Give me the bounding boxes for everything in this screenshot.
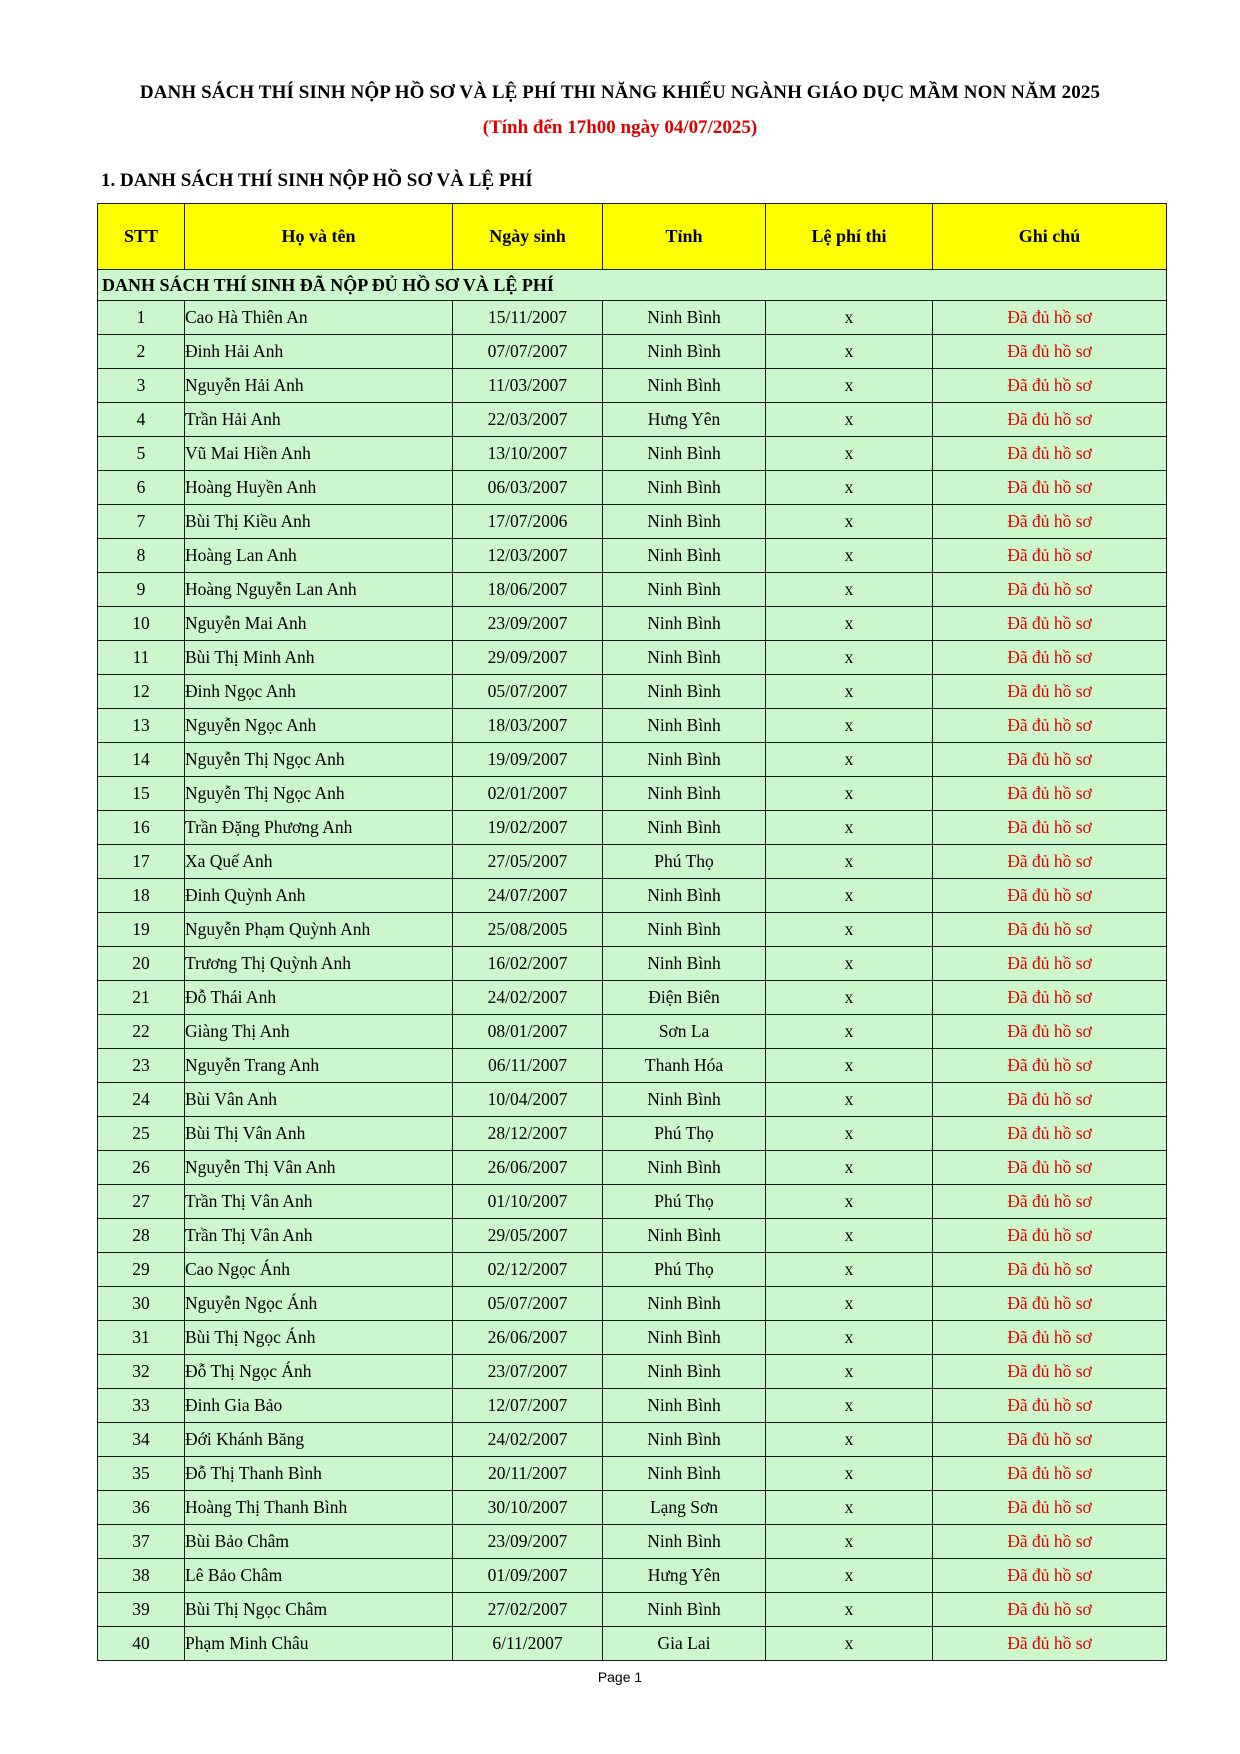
cell-stt: 15 [98,777,185,811]
cell-stt: 13 [98,709,185,743]
cell-fee: x [766,913,933,947]
cell-province: Ninh Bình [603,709,766,743]
cell-stt: 5 [98,437,185,471]
cell-fee: x [766,709,933,743]
header-name: Họ và tên [185,204,453,270]
cell-name: Trần Hải Anh [185,403,453,437]
cell-name: Bùi Thị Vân Anh [185,1117,453,1151]
cell-stt: 7 [98,505,185,539]
cell-note: Đã đủ hồ sơ [933,1117,1167,1151]
cell-province: Ninh Bình [603,1321,766,1355]
cell-note: Đã đủ hồ sơ [933,1593,1167,1627]
cell-dob: 24/07/2007 [453,879,603,913]
cell-name: Nguyễn Thị Ngọc Anh [185,777,453,811]
cell-dob: 15/11/2007 [453,301,603,335]
cell-stt: 28 [98,1219,185,1253]
cell-note: Đã đủ hồ sơ [933,471,1167,505]
cell-note: Đã đủ hồ sơ [933,1083,1167,1117]
cell-dob: 05/07/2007 [453,1287,603,1321]
cell-dob: 20/11/2007 [453,1457,603,1491]
cell-province: Ninh Bình [603,1287,766,1321]
cell-stt: 27 [98,1185,185,1219]
cell-name: Trần Thị Vân Anh [185,1219,453,1253]
cell-province: Ninh Bình [603,607,766,641]
table-row [98,743,1167,777]
cell-fee: x [766,1117,933,1151]
cell-stt: 37 [98,1525,185,1559]
cell-name: Bùi Vân Anh [185,1083,453,1117]
cell-note: Đã đủ hồ sơ [933,879,1167,913]
cell-note: Đã đủ hồ sơ [933,1253,1167,1287]
cell-stt: 30 [98,1287,185,1321]
header-note: Ghi chú [933,204,1167,270]
cell-fee: x [766,1389,933,1423]
cell-province: Ninh Bình [603,573,766,607]
cell-fee: x [766,845,933,879]
table-row [98,811,1167,845]
table-row [98,607,1167,641]
cell-name: Vũ Mai Hiền Anh [185,437,453,471]
header-fee: Lệ phí thi [766,204,933,270]
table-row [98,1083,1167,1117]
cell-note: Đã đủ hồ sơ [933,1389,1167,1423]
cell-dob: 06/03/2007 [453,471,603,505]
cell-dob: 19/09/2007 [453,743,603,777]
cell-name: Đỗ Thị Ngọc Ánh [185,1355,453,1389]
table-row [98,1049,1167,1083]
cell-name: Bùi Thị Ngọc Ánh [185,1321,453,1355]
cell-stt: 1 [98,301,185,335]
cell-dob: 19/02/2007 [453,811,603,845]
table-header-row [98,204,1167,270]
cell-note: Đã đủ hồ sơ [933,1185,1167,1219]
cell-fee: x [766,1559,933,1593]
cell-note: Đã đủ hồ sơ [933,437,1167,471]
cell-province: Gia Lai [603,1627,766,1661]
cell-name: Đỗ Thái Anh [185,981,453,1015]
cell-name: Bùi Thị Kiều Anh [185,505,453,539]
cell-province: Điện Biên [603,981,766,1015]
table-row [98,709,1167,743]
document-subtitle: (Tính đến 17h00 ngày 04/07/2025) [482,117,758,138]
cell-dob: 11/03/2007 [453,369,603,403]
table-row [98,335,1167,369]
cell-name: Bùi Thị Minh Anh [185,641,453,675]
group-row [98,270,1167,301]
cell-province: Hưng Yên [603,403,766,437]
cell-province: Phú Thọ [603,1253,766,1287]
document-title: DANH SÁCH THÍ SINH NỘP HỒ SƠ VÀ LỆ PHÍ THI NĂNG KHIẾU NGÀNH GIÁO DỤC MẦM NON NĂM 2025 [139,82,1101,103]
candidate-table [97,203,1167,1661]
cell-note: Đã đủ hồ sơ [933,1015,1167,1049]
cell-note: Đã đủ hồ sơ [933,1457,1167,1491]
cell-province: Ninh Bình [603,947,766,981]
table-row [98,505,1167,539]
cell-name: Nguyễn Thị Vân Anh [185,1151,453,1185]
cell-note: Đã đủ hồ sơ [933,947,1167,981]
cell-province: Ninh Bình [603,913,766,947]
table-row [98,1355,1167,1389]
cell-fee: x [766,1491,933,1525]
cell-fee: x [766,437,933,471]
cell-fee: x [766,777,933,811]
cell-dob: 23/09/2007 [453,607,603,641]
table-row [98,947,1167,981]
cell-note: Đã đủ hồ sơ [933,709,1167,743]
table-row [98,1117,1167,1151]
table-row [98,1525,1167,1559]
cell-name: Nguyễn Ngọc Ánh [185,1287,453,1321]
cell-note: Đã đủ hồ sơ [933,675,1167,709]
section-heading: 1. DANH SÁCH THÍ SINH NỘP HỒ SƠ VÀ LỆ PHÍ [101,170,533,191]
cell-stt: 20 [98,947,185,981]
table-row [98,1389,1167,1423]
group-label: DANH SÁCH THÍ SINH ĐÃ NỘP ĐỦ HỒ SƠ VÀ LỆ PHÍ [98,270,1167,301]
cell-dob: 26/06/2007 [453,1321,603,1355]
cell-note: Đã đủ hồ sơ [933,403,1167,437]
cell-fee: x [766,1457,933,1491]
cell-stt: 12 [98,675,185,709]
cell-dob: 22/03/2007 [453,403,603,437]
cell-stt: 31 [98,1321,185,1355]
cell-stt: 33 [98,1389,185,1423]
cell-note: Đã đủ hồ sơ [933,505,1167,539]
cell-dob: 26/06/2007 [453,1151,603,1185]
cell-province: Ninh Bình [603,1423,766,1457]
cell-province: Phú Thọ [603,1185,766,1219]
cell-stt: 32 [98,1355,185,1389]
cell-province: Lạng Sơn [603,1491,766,1525]
cell-dob: 23/07/2007 [453,1355,603,1389]
cell-note: Đã đủ hồ sơ [933,1355,1167,1389]
cell-stt: 10 [98,607,185,641]
cell-dob: 18/06/2007 [453,573,603,607]
cell-province: Ninh Bình [603,471,766,505]
cell-province: Ninh Bình [603,505,766,539]
cell-dob: 06/11/2007 [453,1049,603,1083]
cell-fee: x [766,743,933,777]
table-row [98,879,1167,913]
cell-dob: 08/01/2007 [453,1015,603,1049]
cell-name: Trần Đặng Phương Anh [185,811,453,845]
cell-stt: 22 [98,1015,185,1049]
cell-fee: x [766,369,933,403]
cell-stt: 19 [98,913,185,947]
cell-fee: x [766,573,933,607]
cell-note: Đã đủ hồ sơ [933,335,1167,369]
cell-note: Đã đủ hồ sơ [933,1219,1167,1253]
cell-dob: 24/02/2007 [453,1423,603,1457]
cell-fee: x [766,1015,933,1049]
cell-province: Ninh Bình [603,301,766,335]
cell-note: Đã đủ hồ sơ [933,607,1167,641]
cell-fee: x [766,811,933,845]
cell-stt: 26 [98,1151,185,1185]
table-row [98,1559,1167,1593]
cell-province: Hưng Yên [603,1559,766,1593]
table-row [98,1457,1167,1491]
cell-note: Đã đủ hồ sơ [933,1287,1167,1321]
cell-name: Phạm Minh Châu [185,1627,453,1661]
cell-name: Cao Hà Thiên An [185,301,453,335]
cell-note: Đã đủ hồ sơ [933,1151,1167,1185]
page-footer: Page 1 [597,1669,643,1685]
cell-stt: 24 [98,1083,185,1117]
cell-fee: x [766,1049,933,1083]
cell-name: Đới Khánh Băng [185,1423,453,1457]
cell-note: Đã đủ hồ sơ [933,743,1167,777]
cell-stt: 21 [98,981,185,1015]
cell-name: Đinh Hải Anh [185,335,453,369]
cell-province: Ninh Bình [603,1083,766,1117]
cell-name: Cao Ngọc Ánh [185,1253,453,1287]
cell-stt: 8 [98,539,185,573]
table-row [98,471,1167,505]
table-row [98,913,1167,947]
cell-province: Ninh Bình [603,1525,766,1559]
cell-name: Trần Thị Vân Anh [185,1185,453,1219]
cell-province: Ninh Bình [603,1151,766,1185]
cell-note: Đã đủ hồ sơ [933,811,1167,845]
cell-name: Nguyễn Thị Ngọc Anh [185,743,453,777]
table-row [98,403,1167,437]
cell-name: Hoàng Lan Anh [185,539,453,573]
cell-dob: 13/10/2007 [453,437,603,471]
cell-name: Đinh Gia Bảo [185,1389,453,1423]
table-row [98,573,1167,607]
cell-dob: 30/10/2007 [453,1491,603,1525]
cell-fee: x [766,607,933,641]
header-stt: STT [98,204,185,270]
cell-dob: 18/03/2007 [453,709,603,743]
cell-dob: 28/12/2007 [453,1117,603,1151]
cell-fee: x [766,335,933,369]
cell-stt: 6 [98,471,185,505]
cell-note: Đã đủ hồ sơ [933,573,1167,607]
cell-name: Đinh Ngọc Anh [185,675,453,709]
cell-province: Ninh Bình [603,1219,766,1253]
cell-province: Ninh Bình [603,675,766,709]
table-row [98,301,1167,335]
table-row [98,777,1167,811]
cell-fee: x [766,879,933,913]
table-row [98,1593,1167,1627]
table-row [98,1491,1167,1525]
cell-note: Đã đủ hồ sơ [933,913,1167,947]
cell-stt: 35 [98,1457,185,1491]
cell-name: Nguyễn Hải Anh [185,369,453,403]
cell-dob: 12/03/2007 [453,539,603,573]
cell-dob: 29/05/2007 [453,1219,603,1253]
cell-fee: x [766,1525,933,1559]
cell-name: Xa Quế Anh [185,845,453,879]
cell-stt: 36 [98,1491,185,1525]
cell-note: Đã đủ hồ sơ [933,641,1167,675]
cell-name: Hoàng Nguyễn Lan Anh [185,573,453,607]
cell-name: Nguyễn Mai Anh [185,607,453,641]
cell-province: Phú Thọ [603,845,766,879]
cell-note: Đã đủ hồ sơ [933,777,1167,811]
table-row [98,981,1167,1015]
cell-province: Ninh Bình [603,539,766,573]
cell-dob: 02/12/2007 [453,1253,603,1287]
cell-fee: x [766,981,933,1015]
cell-dob: 25/08/2005 [453,913,603,947]
cell-province: Ninh Bình [603,743,766,777]
cell-stt: 14 [98,743,185,777]
cell-fee: x [766,403,933,437]
header-province: Tỉnh [603,204,766,270]
cell-note: Đã đủ hồ sơ [933,1525,1167,1559]
cell-name: Hoàng Huyền Anh [185,471,453,505]
table-row [98,1287,1167,1321]
cell-stt: 17 [98,845,185,879]
cell-note: Đã đủ hồ sơ [933,845,1167,879]
cell-fee: x [766,539,933,573]
cell-province: Ninh Bình [603,1457,766,1491]
cell-note: Đã đủ hồ sơ [933,1423,1167,1457]
cell-name: Trương Thị Quỳnh Anh [185,947,453,981]
table-row [98,1423,1167,1457]
cell-fee: x [766,1627,933,1661]
table-row [98,1015,1167,1049]
cell-province: Ninh Bình [603,437,766,471]
cell-name: Nguyễn Phạm Quỳnh Anh [185,913,453,947]
cell-dob: 07/07/2007 [453,335,603,369]
table-row [98,1253,1167,1287]
cell-fee: x [766,1185,933,1219]
cell-fee: x [766,1253,933,1287]
cell-fee: x [766,301,933,335]
cell-fee: x [766,1219,933,1253]
cell-dob: 27/02/2007 [453,1593,603,1627]
cell-note: Đã đủ hồ sơ [933,1321,1167,1355]
cell-fee: x [766,1423,933,1457]
table-row [98,641,1167,675]
cell-province: Thanh Hóa [603,1049,766,1083]
cell-note: Đã đủ hồ sơ [933,1559,1167,1593]
cell-name: Bùi Bảo Châm [185,1525,453,1559]
cell-note: Đã đủ hồ sơ [933,1627,1167,1661]
cell-dob: 05/07/2007 [453,675,603,709]
cell-stt: 11 [98,641,185,675]
cell-dob: 10/04/2007 [453,1083,603,1117]
cell-province: Phú Thọ [603,1117,766,1151]
cell-stt: 3 [98,369,185,403]
cell-province: Ninh Bình [603,369,766,403]
cell-note: Đã đủ hồ sơ [933,1049,1167,1083]
cell-province: Ninh Bình [603,879,766,913]
table-row [98,845,1167,879]
cell-dob: 6/11/2007 [453,1627,603,1661]
cell-fee: x [766,1321,933,1355]
cell-name: Bùi Thị Ngọc Châm [185,1593,453,1627]
cell-fee: x [766,1083,933,1117]
cell-note: Đã đủ hồ sơ [933,301,1167,335]
cell-province: Ninh Bình [603,777,766,811]
cell-dob: 17/07/2006 [453,505,603,539]
cell-dob: 01/09/2007 [453,1559,603,1593]
cell-stt: 18 [98,879,185,913]
cell-note: Đã đủ hồ sơ [933,369,1167,403]
cell-stt: 29 [98,1253,185,1287]
table-row [98,1185,1167,1219]
table-row [98,369,1167,403]
cell-note: Đã đủ hồ sơ [933,539,1167,573]
cell-fee: x [766,1355,933,1389]
cell-dob: 29/09/2007 [453,641,603,675]
cell-fee: x [766,1593,933,1627]
cell-stt: 2 [98,335,185,369]
cell-province: Ninh Bình [603,1593,766,1627]
cell-name: Lê Bảo Châm [185,1559,453,1593]
cell-fee: x [766,1287,933,1321]
cell-name: Đỗ Thị Thanh Bình [185,1457,453,1491]
cell-stt: 38 [98,1559,185,1593]
table-row [98,1151,1167,1185]
cell-stt: 9 [98,573,185,607]
cell-fee: x [766,471,933,505]
table-row [98,1627,1167,1661]
cell-stt: 23 [98,1049,185,1083]
cell-province: Ninh Bình [603,641,766,675]
cell-dob: 23/09/2007 [453,1525,603,1559]
header-dob: Ngày sinh [453,204,603,270]
table-row [98,675,1167,709]
cell-fee: x [766,675,933,709]
cell-province: Ninh Bình [603,811,766,845]
table-row [98,1219,1167,1253]
cell-note: Đã đủ hồ sơ [933,981,1167,1015]
cell-province: Ninh Bình [603,1355,766,1389]
cell-province: Ninh Bình [603,335,766,369]
cell-fee: x [766,1151,933,1185]
cell-note: Đã đủ hồ sơ [933,1491,1167,1525]
cell-stt: 25 [98,1117,185,1151]
cell-stt: 34 [98,1423,185,1457]
cell-dob: 01/10/2007 [453,1185,603,1219]
cell-name: Hoàng Thị Thanh Bình [185,1491,453,1525]
cell-stt: 16 [98,811,185,845]
cell-fee: x [766,505,933,539]
cell-name: Nguyễn Trang Anh [185,1049,453,1083]
cell-stt: 4 [98,403,185,437]
cell-dob: 02/01/2007 [453,777,603,811]
cell-dob: 24/02/2007 [453,981,603,1015]
cell-dob: 16/02/2007 [453,947,603,981]
cell-fee: x [766,947,933,981]
cell-stt: 39 [98,1593,185,1627]
table-row [98,1321,1167,1355]
cell-dob: 27/05/2007 [453,845,603,879]
cell-province: Ninh Bình [603,1389,766,1423]
table-row [98,539,1167,573]
cell-name: Nguyễn Ngọc Anh [185,709,453,743]
cell-stt: 40 [98,1627,185,1661]
cell-dob: 12/07/2007 [453,1389,603,1423]
cell-fee: x [766,641,933,675]
table-row [98,437,1167,471]
cell-name: Đinh Quỳnh Anh [185,879,453,913]
cell-province: Sơn La [603,1015,766,1049]
cell-name: Giàng Thị Anh [185,1015,453,1049]
